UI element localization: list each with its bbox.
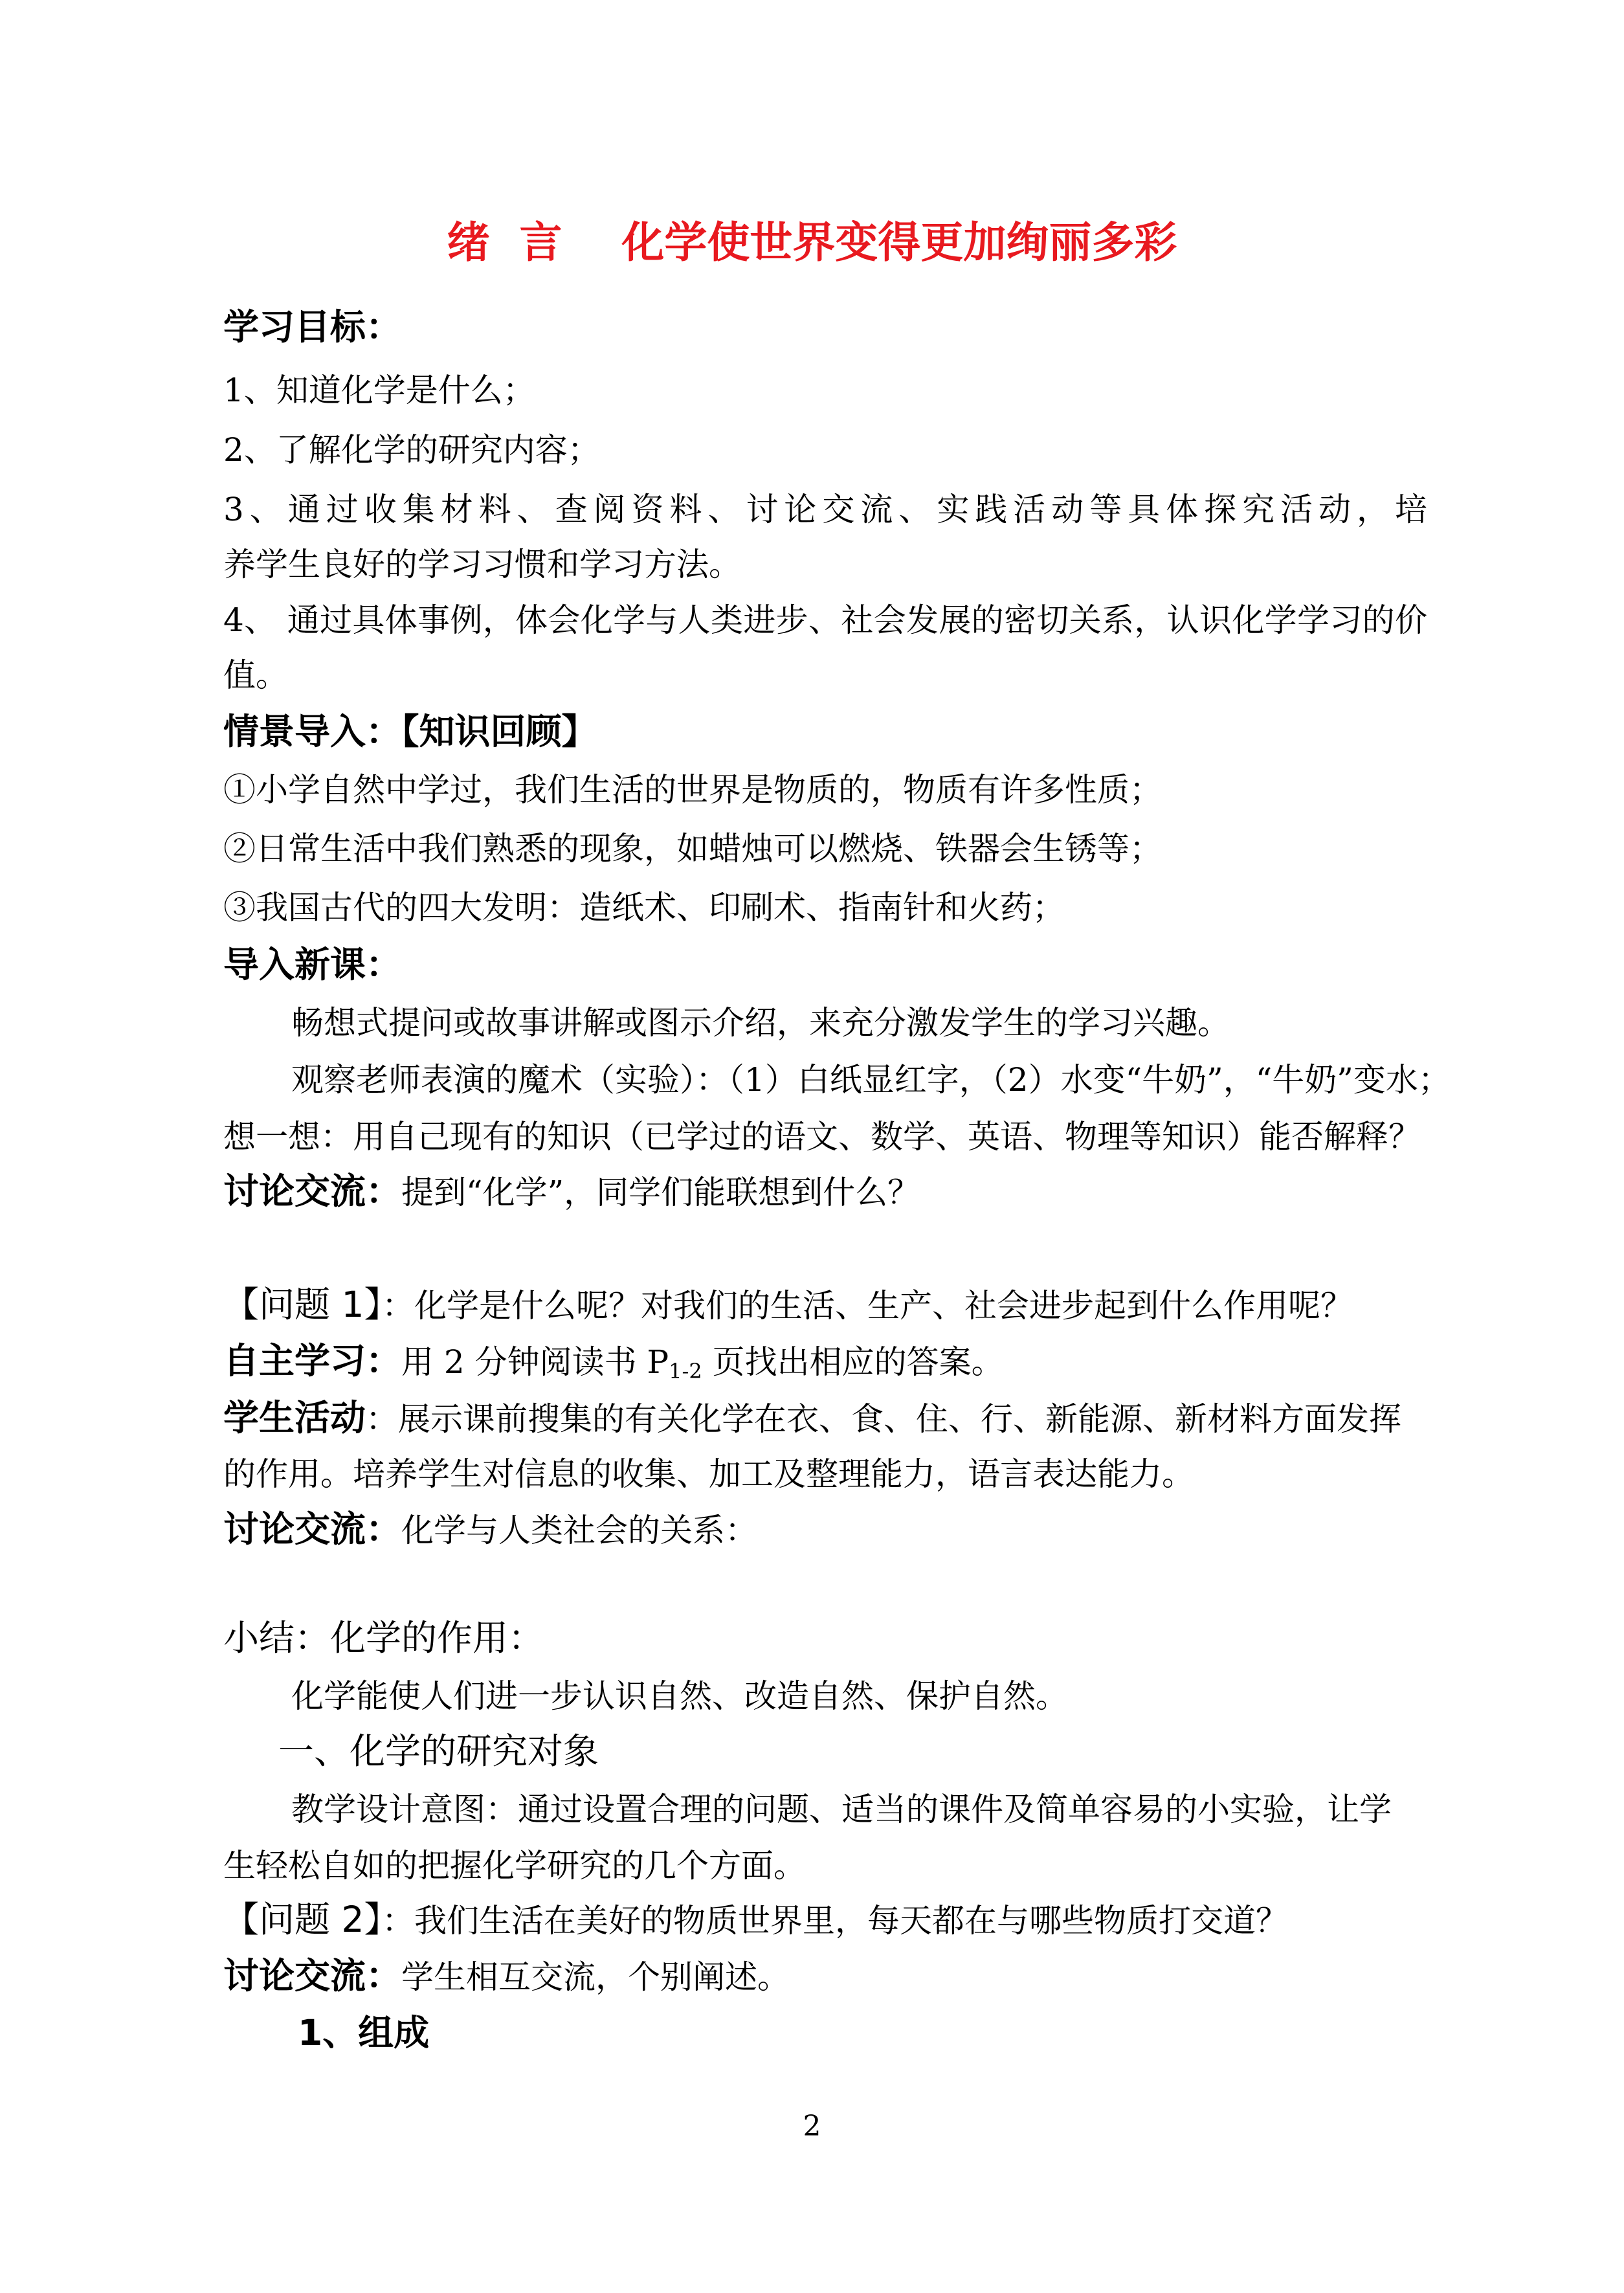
self-study-text-after: 页找出相应的答案。	[702, 1343, 1004, 1381]
discussion-3	[223, 1950, 790, 2003]
document-title: 绪 言 化学使世界变得更加绚丽多彩	[447, 218, 1177, 267]
discussion-2	[223, 1503, 757, 1556]
self-study-label: 自主学习：	[223, 1340, 402, 1381]
intro-paragraph-1: 畅想式提问或故事讲解或图示介绍，来充分激发学生的学习兴趣。	[291, 1004, 1230, 1042]
question-2-text: ：我们生活在美好的物质世界里，每天都在与哪些物质打交道？	[381, 1902, 1288, 1940]
discussion-3-label: 讨论交流：	[223, 1955, 402, 1997]
subsection-1-heading: 1、组成	[298, 2012, 430, 2053]
section-1-heading: 一、化学的研究对象	[278, 1730, 599, 1772]
student-activity-label: 学生活动	[223, 1397, 366, 1438]
scenario-item-2: ②日常生活中我们熟悉的现象，如蜡烛可以燃烧、铁器会生锈等；	[223, 830, 1162, 867]
scenario-item-3: ③我国古代的四大发明：造纸术、印刷术、指南针和火药；	[223, 889, 1065, 926]
intro-paragraph-2-line-2: 想一想：用自己现有的知识（已学过的语文、数学、英语、物理等知识）能否解释？	[223, 1118, 1421, 1156]
objective-item-4-line-1: 4、 通过具体事例，体会化学与人类进步、社会发展的密切关系，认识化学学习的价	[223, 601, 1427, 639]
objective-item-3-line-2: 养学生良好的学习习惯和学习方法。	[223, 546, 741, 583]
discussion-1	[223, 1165, 920, 1218]
scenario-heading: 情景导入：【知识回顾】	[223, 711, 597, 752]
intro-paragraph-2-line-1: 观察老师表演的魔术（实验）：（1）白纸显红字，（2）水变“牛奶”，“牛奶”变水；	[291, 1061, 1451, 1099]
objective-item-2: 2、了解化学的研究内容；	[223, 431, 600, 469]
summary-text: 化学能使人们进一步认识自然、改造自然、保护自然。	[291, 1677, 1068, 1715]
self-study-subscript: 1-2	[669, 1359, 702, 1383]
page-number: 2	[803, 2110, 821, 2143]
question-2-label: 【问题 2】	[223, 1899, 382, 1940]
section-1-design-line-2: 生轻松自如的把握化学研究的几个方面。	[223, 1847, 806, 1885]
discussion-1-label: 讨论交流：	[223, 1170, 402, 1212]
discussion-3-text: 学生相互交流，个别阐述。	[401, 1958, 790, 1996]
objective-item-1: 1、知道化学是什么；	[223, 372, 535, 409]
question-1-label: 【问题 1】	[223, 1284, 382, 1325]
intro-heading: 导入新课：	[223, 944, 402, 985]
objective-item-4-line-2: 值。	[223, 656, 288, 694]
discussion-2-label: 讨论交流：	[223, 1508, 402, 1550]
discussion-2-text: 化学与人类社会的关系：	[401, 1512, 758, 1549]
self-study	[223, 1335, 1004, 1388]
question-2	[223, 1894, 1288, 1947]
discussion-1-text: 提到“化学”，同学们能联想到什么？	[401, 1174, 920, 1211]
student-activity-line-1	[223, 1392, 1401, 1445]
question-1-text: ：化学是什么呢？对我们的生活、生产、社会进步起到什么作用呢？	[381, 1287, 1353, 1325]
question-1	[223, 1279, 1353, 1332]
objective-item-3-line-1: 3、通过收集材料、查阅资料、讨论交流、实践活动等具体探究活动，培	[223, 491, 1427, 528]
student-activity-text-1: ：展示课前搜集的有关化学在衣、食、住、行、新能源、新材料方面发挥	[366, 1400, 1402, 1438]
summary-heading: 小结：化学的作用：	[223, 1617, 544, 1659]
self-study-text-before: 用 2 分钟阅读书 P	[401, 1343, 669, 1381]
objectives-heading: 学习目标：	[223, 306, 402, 348]
section-1-design-line-1: 教学设计意图：通过设置合理的问题、适当的课件及简单容易的小实验，让学	[291, 1791, 1392, 1828]
scenario-item-1: ①小学自然中学过，我们生活的世界是物质的，物质有许多性质；	[223, 771, 1162, 809]
student-activity-line-2: 的作用。培养学生对信息的收集、加工及整理能力，语言表达能力。	[223, 1455, 1194, 1493]
